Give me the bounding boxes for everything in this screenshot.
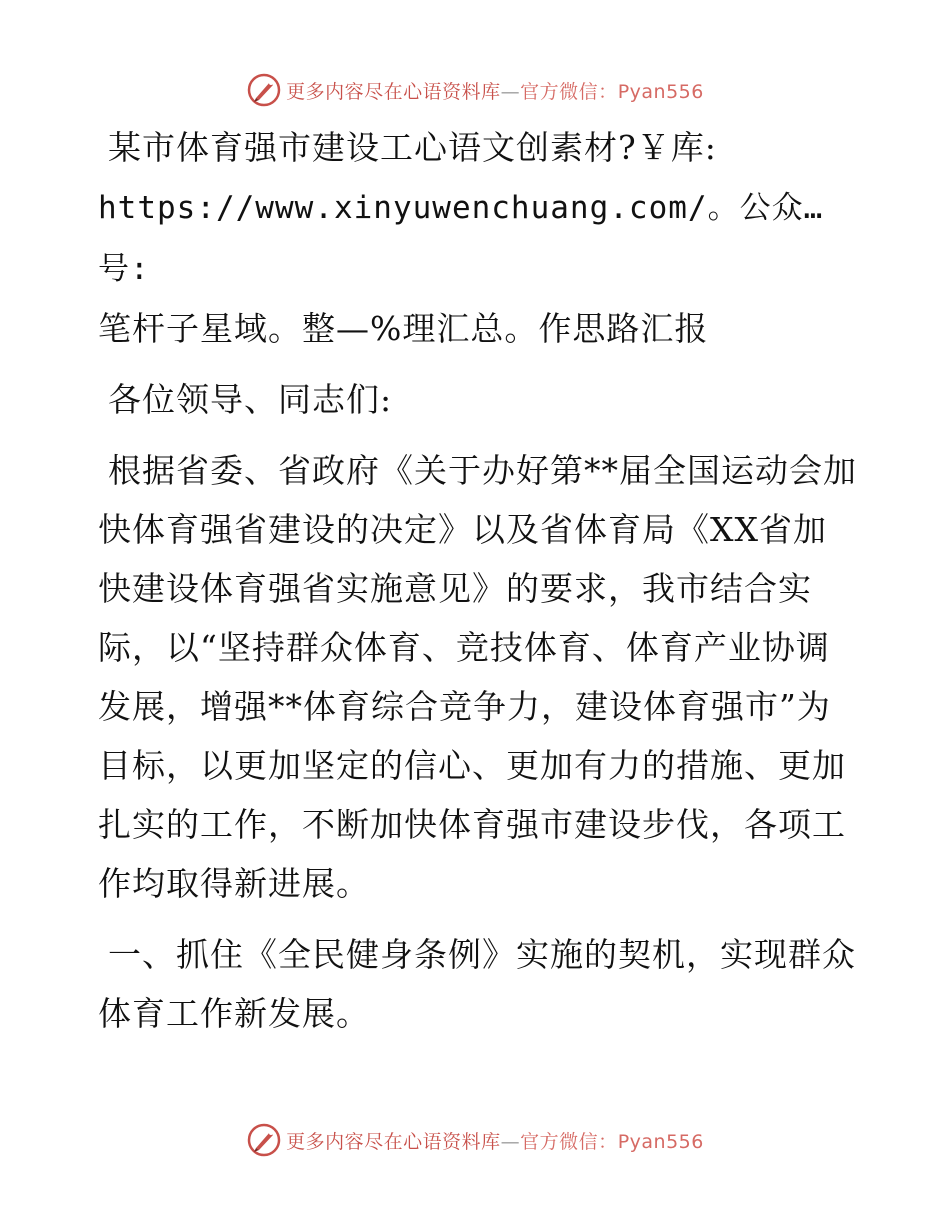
- title-line-3: 笔杆子星域。整—%理汇总。作思路汇报: [98, 309, 709, 348]
- banner-separator: —: [500, 80, 521, 103]
- pen-logo-icon: [246, 72, 282, 108]
- banner-wechat-id: Pyan556: [617, 80, 704, 103]
- footer-wechat-id: Pyan556: [617, 1130, 704, 1153]
- paragraph-1-text: 根据省委、省政府《关于办好第**届全国运动会加快体育强省建设的决定》以及省体育局《XX省加快建设体育强省实施意见》的要求，我市结合实际，以“坚持群众体育、竞技体育、体育产业协调发展，增强**体育综合竞争力，建设体育强市”为目标，以更加坚定的信心、更加有力的措施、更加扎实的工作，不断加快体育强市建设步伐，各项工作均取得新进展。: [98, 451, 857, 903]
- footer-wechat-label: 官方微信：: [520, 1130, 618, 1153]
- document-title: [98, 118, 858, 358]
- footer-banner: [0, 1120, 950, 1160]
- footer-separator: —: [500, 1130, 521, 1153]
- banner-wechat-label: 官方微信：: [520, 80, 618, 103]
- title-line-1: 某市体育强市建设工心语文创素材?￥库:: [108, 128, 717, 167]
- pen-logo-icon: [246, 1122, 282, 1158]
- document-body: [98, 118, 858, 1055]
- greeting: [98, 370, 858, 429]
- section-1-heading-text: 一、抓住《全民健身条例》实施的契机，实现群众体育工作新发展。: [98, 935, 856, 1033]
- header-banner: [0, 70, 950, 110]
- greeting-text: 各位领导、同志们:: [108, 380, 393, 419]
- banner-main-text: 更多内容尽在心语资料库: [286, 80, 501, 103]
- footer-main-text: 更多内容尽在心语资料库: [286, 1130, 501, 1153]
- paragraph-1: [98, 441, 858, 913]
- section-1-heading: [98, 925, 858, 1043]
- title-line-2: https://www.xinyuwenchuang.com/。公众…号:: [98, 190, 824, 287]
